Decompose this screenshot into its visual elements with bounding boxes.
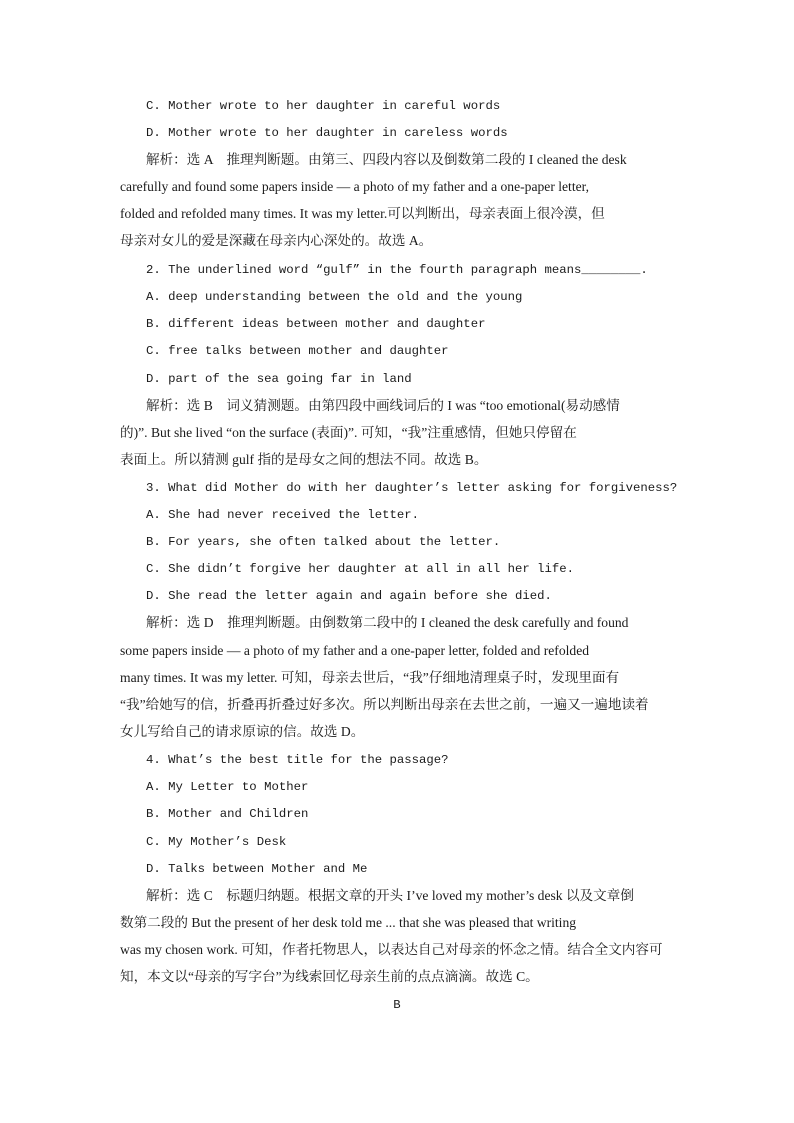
option-a-q3: A. She had never received the letter. bbox=[146, 508, 420, 522]
analysis-q4-line4: 知，本文以“母亲的写字台”为线索回忆母亲生前的点点滴滴。故选 C。 bbox=[120, 969, 539, 984]
question-4: 4. What’s the best title for the passage? bbox=[146, 753, 449, 767]
analysis-q2-line2: 的)”. But she lived “on the surface (表面)”. 可知，“我”注重感情，但她只停留在 bbox=[120, 425, 577, 440]
option-d-q3: D. She read the letter again and again before she died. bbox=[146, 589, 552, 603]
analysis-q4-line1: 解析：选 C 标题归纳题。根据文章的开头 I’ve loved my mother’s desk 以及文章倒 bbox=[146, 888, 634, 903]
option-d-q2: D. part of the sea going far in land bbox=[146, 372, 412, 386]
analysis-q4-line2: 数第二段的 But the present of her desk told me ... that she was pleased that writing bbox=[120, 915, 577, 930]
analysis-q3-line3: many times. It was my letter. 可知，母亲去世后，“我”仔细地清理桌子时，发现里面有 bbox=[120, 670, 620, 685]
analysis-q1-line1: 解析：选 A 推理判断题。由第三、四段内容以及倒数第二段的 I cleaned the desk bbox=[146, 152, 627, 167]
analysis-q1-line3: folded and refolded many times. It was my letter.可以判断出，母亲表面上很冷漠，但 bbox=[120, 206, 605, 221]
analysis-q1-line2: carefully and found some papers inside — a photo of my father and a one-paper letter, bbox=[120, 179, 590, 194]
analysis-q3-line4: “我”给她写的信，折叠再折叠过好多次。所以判断出母亲在去世之前，一遍又一遍地读着 bbox=[120, 697, 649, 712]
analysis-q1-line4: 母亲对女儿的爱是深藏在母亲内心深处的。故选 A。 bbox=[120, 233, 433, 248]
option-d-q1: D. Mother wrote to her daughter in careless words bbox=[146, 126, 508, 140]
option-c-q1: C. Mother wrote to her daughter in careful words bbox=[146, 99, 501, 113]
option-d-q4: D. Talks between Mother and Me bbox=[146, 862, 368, 876]
analysis-q2-line1: 解析：选 B 词义猜测题。由第四段中画线词后的 I was “too emotional(易动感情 bbox=[146, 398, 620, 413]
option-a-q4: A. My Letter to Mother bbox=[146, 780, 309, 794]
option-c-q4: C. My Mother’s Desk bbox=[146, 835, 287, 849]
analysis-q3-line5: 女儿写给自己的请求原谅的信。故选 D。 bbox=[120, 724, 365, 739]
option-b-q2: B. different ideas between mother and daughter bbox=[146, 317, 486, 331]
analysis-q4-line3: was my chosen work. 可知，作者托物思人，以表达自己对母亲的怀念之情。结合全文内容可 bbox=[120, 942, 663, 957]
question-2: 2. The underlined word “gulf” in the fourth paragraph means________. bbox=[146, 263, 648, 277]
option-c-q3: C. She didn’t forgive her daughter at all in all her life. bbox=[146, 562, 575, 576]
option-a-q2: A. deep understanding between the old and the young bbox=[146, 290, 523, 304]
analysis-q3-line1: 解析：选 D 推理判断题。由倒数第二段中的 I cleaned the desk carefully and found bbox=[146, 615, 629, 630]
analysis-q2-line3: 表面上。所以猜测 gulf 指的是母女之间的想法不同。故选 B。 bbox=[120, 452, 488, 467]
section-heading-b: B bbox=[393, 998, 401, 1012]
option-b-q3: B. For years, she often talked about the letter. bbox=[146, 535, 501, 549]
option-b-q4: B. Mother and Children bbox=[146, 807, 309, 821]
option-c-q2: C. free talks between mother and daughter bbox=[146, 344, 449, 358]
analysis-q3-line2: some papers inside — a photo of my father and a one-paper letter, folded and refolded bbox=[120, 643, 590, 658]
question-3: 3. What did Mother do with her daughter’s letter asking for forgiveness? bbox=[146, 481, 678, 495]
